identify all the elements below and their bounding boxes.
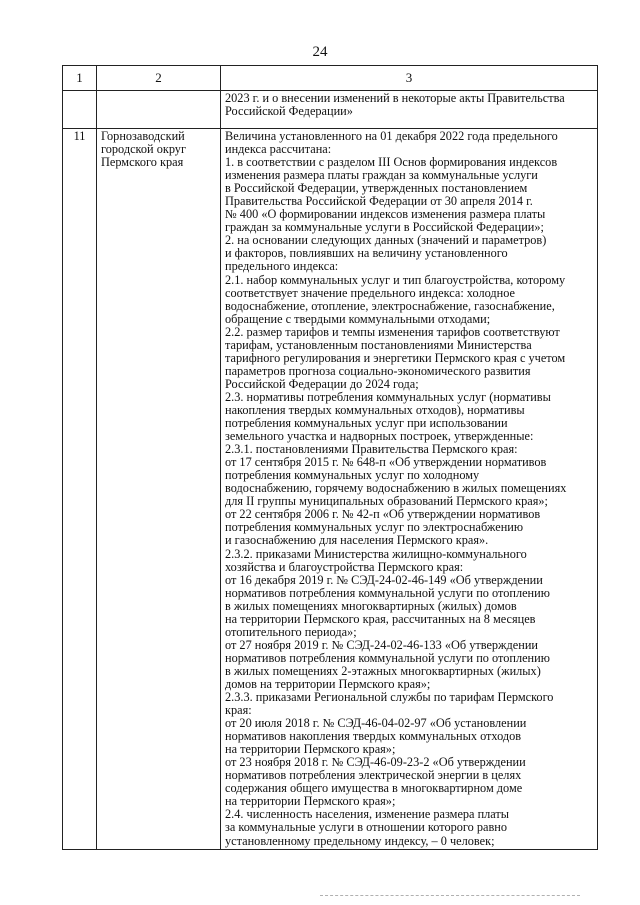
text-line: предельного индекса: bbox=[225, 259, 339, 274]
text-line: индекса рассчитана: bbox=[225, 142, 332, 157]
entry-number: 11 bbox=[63, 129, 97, 850]
text-line: отопительного периода»; bbox=[225, 624, 357, 639]
text-line: Правительства Российской Федерации от 30 апреля 2014 г. bbox=[225, 194, 533, 209]
municipality-line: Пермского края bbox=[101, 155, 184, 170]
text-line: 2.3.2. приказами Министерства жилищно-коммунального bbox=[225, 546, 527, 561]
column-header-3: 3 bbox=[221, 66, 598, 91]
index-table bbox=[62, 65, 598, 850]
text-line: от 16 декабря 2019 г. № СЭД-24-02-46-149 «Об утверждении bbox=[225, 572, 543, 587]
entry-description bbox=[221, 129, 598, 850]
text-line: накопления твердых коммунальных отходов), нормативы bbox=[225, 402, 525, 417]
continuation-text-cell bbox=[221, 91, 598, 129]
text-line: установленному предельному индексу, – 0 человек; bbox=[225, 833, 495, 848]
municipality-line: городской округ bbox=[101, 142, 186, 157]
text-line: 1. в соответствии с разделом III Основ формирования индексов bbox=[225, 155, 558, 170]
text-line: и факторов, повлиявших на величину установленного bbox=[225, 246, 508, 261]
municipality-line: Горнозаводский bbox=[101, 129, 185, 143]
text-line: хозяйства и благоустройства Пермского края: bbox=[225, 559, 464, 574]
text-line: в Российской Федерации, утвержденных постановлением bbox=[225, 181, 528, 196]
text-line: на территории Пермского края, рассчитанных на 8 месяцев bbox=[225, 611, 536, 626]
text-line: водоснабжение, отопление, электроснабжение, газоснабжение, bbox=[225, 298, 555, 313]
text-line: водоснабжению, горячему водоснабжению в жилых помещениях bbox=[225, 481, 567, 496]
text-line: 2.4. численность населения, изменение размера платы bbox=[225, 807, 510, 822]
text-line: Российской Федерации» bbox=[225, 104, 353, 119]
text-line: 2. на основании следующих данных (значений и параметров) bbox=[225, 233, 547, 248]
table-row-continuation bbox=[63, 91, 598, 129]
text-line: 2.2. размер тарифов и темпы изменения тарифов соответствуют bbox=[225, 324, 560, 339]
text-line: изменения размера платы граждан за коммунальные услуги bbox=[225, 168, 538, 183]
text-line: за коммунальные услуги в отношении которого равно bbox=[225, 820, 508, 835]
text-line: края: bbox=[225, 703, 252, 718]
text-line: 2023 г. и о внесении изменений в некоторые акты Правительства bbox=[225, 91, 565, 105]
text-line: 2.3.3. приказами Региональной службы по тарифам Пермского bbox=[225, 690, 554, 705]
text-line: 2.3. нормативы потребления коммунальных услуг (нормативы bbox=[225, 389, 551, 404]
text-line: 2.3.1. постановлениями Правительства Пермского края: bbox=[225, 442, 518, 457]
text-line: содержания общего имущества в многоквартирном доме bbox=[225, 781, 523, 796]
text-line: на территории Пермского края»; bbox=[225, 794, 396, 809]
table-header-row bbox=[63, 66, 598, 91]
text-line: и газоснабжению для населения Пермского края». bbox=[225, 533, 489, 548]
text-line: нормативов потребления электрической энергии в целях bbox=[225, 768, 522, 783]
text-line: Величина установленного на 01 декабря 2022 года предельного bbox=[225, 129, 558, 143]
text-line: от 22 сентября 2006 г. № 42-п «Об утверждении нормативов bbox=[225, 507, 541, 522]
text-line: домов на территории Пермского края»; bbox=[225, 676, 431, 691]
text-line: параметров прогноза социально-экономического развития bbox=[225, 363, 531, 378]
text-line: для II группы муниципальных образований Пермского края»; bbox=[225, 494, 548, 509]
text-line: потребления коммунальных услуг по холодному bbox=[225, 468, 480, 483]
text-line: нормативов накопления твердых коммунальных отходов bbox=[225, 729, 522, 744]
text-line: от 20 июля 2018 г. № СЭД-46-04-02-97 «Об установлении bbox=[225, 716, 527, 731]
scan-edge-mark bbox=[320, 895, 580, 897]
text-line: в жилых помещениях многоквартирных (жилых) домов bbox=[225, 598, 517, 613]
text-line: нормативов потребления коммунальной услуги по отоплению bbox=[225, 585, 550, 600]
continuation-municipality-cell bbox=[97, 91, 221, 129]
entry-municipality bbox=[97, 129, 221, 850]
continuation-number-cell bbox=[63, 91, 97, 129]
text-line: 2.1. набор коммунальных услуг и тип благоустройства, которому bbox=[225, 272, 566, 287]
column-header-2: 2 bbox=[97, 66, 221, 91]
text-line: тарифного регулирования и энергетики Пермского края с учетом bbox=[225, 350, 566, 365]
text-line: № 400 «О формировании индексов изменения размера платы bbox=[225, 207, 546, 222]
text-line: от 17 сентября 2015 г. № 648-п «Об утверждении нормативов bbox=[225, 455, 547, 470]
text-line: на территории Пермского края»; bbox=[225, 742, 396, 757]
column-header-1: 1 bbox=[63, 66, 97, 91]
text-line: в жилых помещениях 2-этажных многоквартирных (жилых) bbox=[225, 663, 541, 678]
page-number: 24 bbox=[312, 44, 328, 60]
text-line: обращение с твердыми коммунальными отходами; bbox=[225, 311, 491, 326]
text-line: потребления коммунальных услуг по электроснабжению bbox=[225, 520, 524, 535]
text-line: потребления коммунальных услуг при использовании bbox=[225, 416, 508, 431]
text-line: соответствует значение предельного индекса: холодное bbox=[225, 285, 515, 300]
text-line: от 23 ноября 2018 г. № СЭД-46-09-23-2 «Об утверждении bbox=[225, 755, 526, 770]
text-line: тарифам, установленным постановлениями Министерства bbox=[225, 337, 532, 352]
text-line: Российской Федерации до 2024 года; bbox=[225, 376, 419, 391]
table-row-entry-11 bbox=[63, 129, 598, 850]
text-line: нормативов потребления коммунальной услуги по отоплению bbox=[225, 650, 550, 665]
text-line: граждан за коммунальные услуги в Российской Федерации»; bbox=[225, 220, 544, 235]
text-line: от 27 ноября 2019 г. № СЭД-24-02-46-133 «Об утверждении bbox=[225, 637, 539, 652]
text-line: земельного участка и надворных построек, утвержденные: bbox=[225, 429, 534, 444]
